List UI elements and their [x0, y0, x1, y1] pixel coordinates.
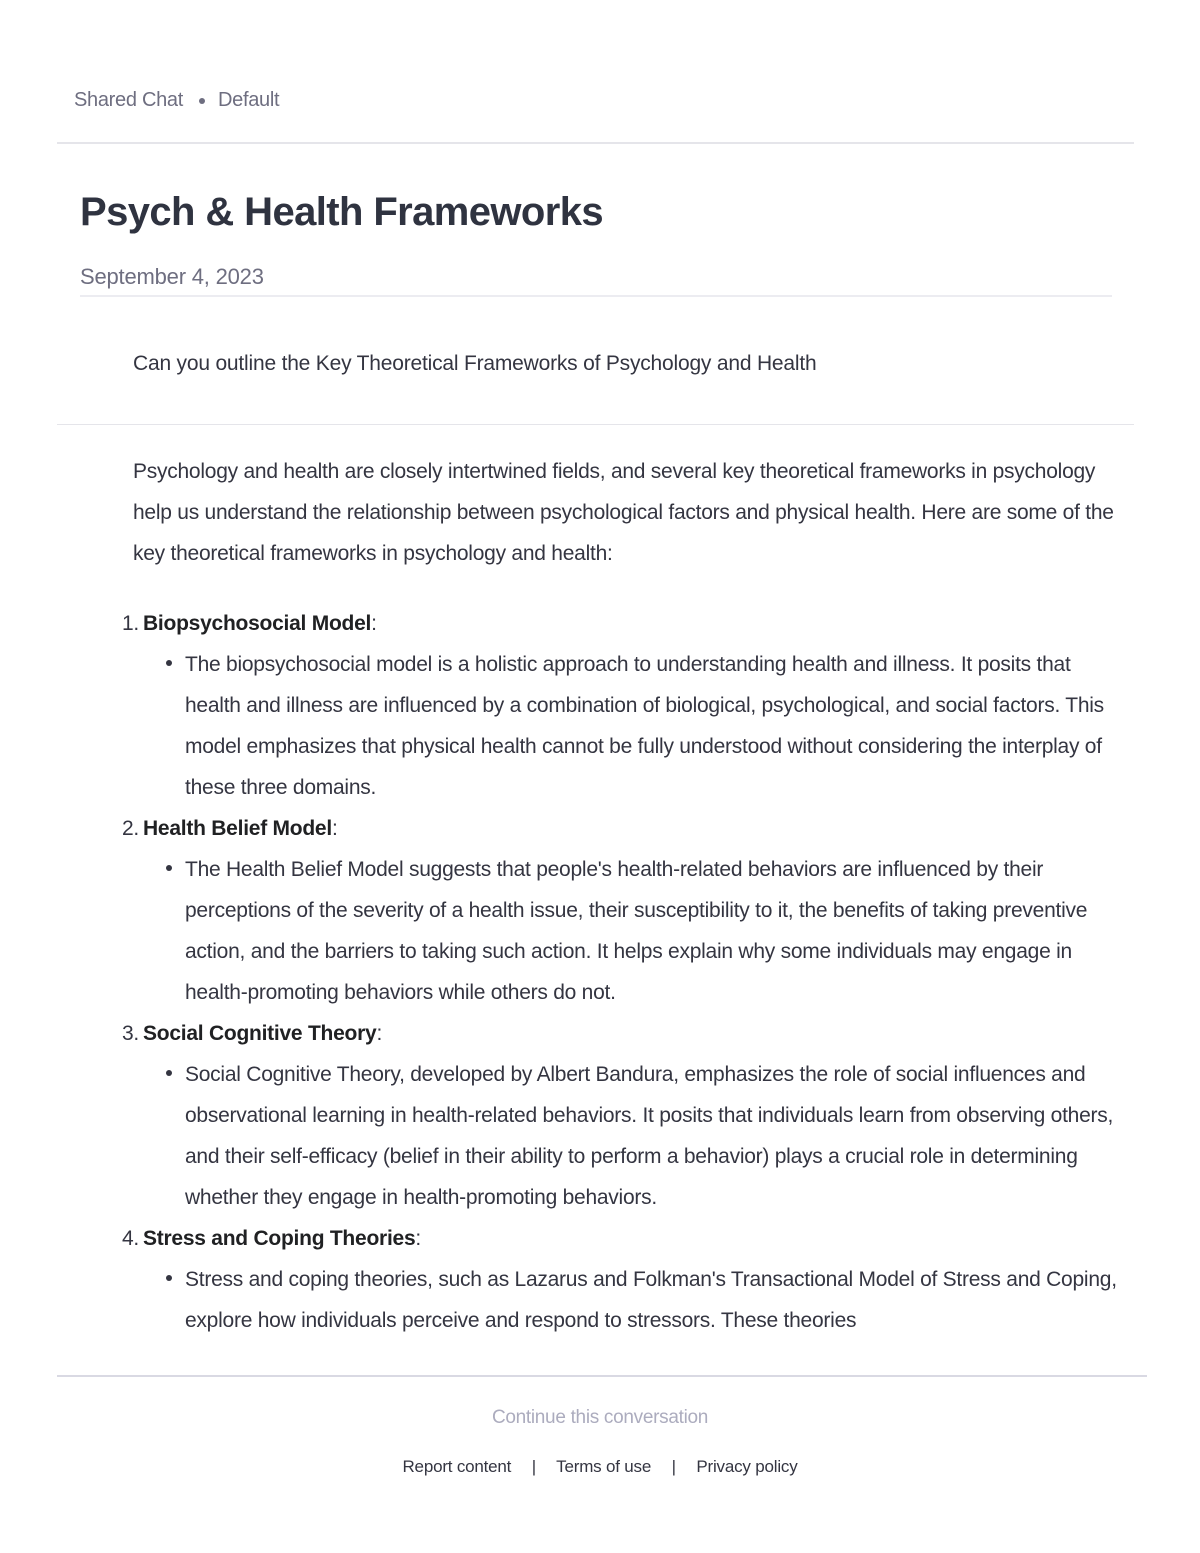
footer-divider: [57, 1375, 1147, 1377]
framework-name: Health Belief Model: [143, 817, 332, 840]
user-message: Can you outline the Key Theoretical Frameworks of Psychology and Health: [133, 352, 817, 375]
framework-number: 4.: [121, 1227, 139, 1250]
framework-colon: :: [331, 817, 338, 840]
footer-separator: |: [671, 1457, 676, 1476]
framework-name: Stress and Coping Theories: [143, 1227, 416, 1250]
framework-bullets: [143, 644, 1123, 808]
framework-item: [121, 808, 1123, 1013]
continue-conversation-button[interactable]: Continue this conversation: [491, 1407, 709, 1428]
message-divider: [57, 424, 1134, 425]
framework-name: Social Cognitive Theory: [143, 1022, 377, 1045]
framework-name: Biopsychosocial Model: [143, 612, 372, 635]
framework-bullets: [143, 1259, 1123, 1341]
frameworks-list: [121, 603, 1123, 1341]
privacy-policy-link[interactable]: Privacy policy: [696, 1457, 798, 1476]
footer-links: [0, 1457, 1200, 1477]
framework-colon: :: [415, 1227, 421, 1250]
framework-colon: :: [376, 1022, 383, 1045]
framework-description: Stress and coping theories, such as Lazarus and Folkman's Transactional Model of Stress and Coping, explore how individuals perceive and respond to stressors. These theories: [143, 1259, 1123, 1341]
terms-of-use-link[interactable]: Terms of use: [556, 1457, 652, 1476]
framework-item: [121, 603, 1123, 808]
framework-description: Social Cognitive Theory, developed by Albert Bandura, emphasizes the role of social influences and observational learning in health-related behaviors. It posits that individuals learn from observing others, and their self-efficacy (belief in their ability to perform a behavior) plays a crucial role in determining whether they engage in health-promoting behaviors.: [143, 1054, 1123, 1218]
framework-item: [121, 1218, 1123, 1341]
framework-item: [121, 1013, 1123, 1218]
framework-bullets: [143, 1054, 1123, 1218]
framework-number: 2.: [121, 817, 139, 840]
framework-description: The biopsychosocial model is a holistic approach to understanding health and illness. It posits that health and illness are influenced by a combination of biological, psychological, and social factors. This model emphasizes that physical health cannot be fully understood without considering the interplay of these three domains.: [143, 644, 1123, 808]
header-divider: [57, 142, 1134, 144]
breadcrumb-model: Default: [218, 89, 280, 111]
assistant-message: [121, 451, 1123, 1373]
framework-bullets: [143, 849, 1123, 1013]
breadcrumb: [74, 89, 279, 112]
chat-date: September 4, 2023: [80, 264, 264, 289]
breadcrumb-dot-separator: [199, 98, 205, 104]
framework-number: 3.: [121, 1022, 139, 1045]
title-divider: [80, 295, 1112, 297]
breadcrumb-section: Shared Chat: [74, 89, 183, 111]
framework-colon: :: [371, 612, 377, 635]
framework-description: The Health Belief Model suggests that people's health-related behaviors are influenced by their perceptions of the severity of a health issue, their susceptibility to it, the benefits of taking preventive action, and the barriers to taking such action. It helps explain why some individuals may engage in health-promoting behaviors while others do not.: [143, 849, 1123, 1013]
framework-number: 1.: [121, 612, 139, 635]
page-title: Psych & Health Frameworks: [80, 190, 603, 234]
report-content-link[interactable]: Report content: [402, 1457, 512, 1476]
footer-separator: |: [531, 1457, 536, 1476]
assistant-intro: Psychology and health are closely intertwined fields, and several key theoretical frameworks in psychology help us understand the relationship between psychological factors and physical health. Here are some of the key theoretical frameworks in psychology and health:: [133, 460, 1114, 565]
